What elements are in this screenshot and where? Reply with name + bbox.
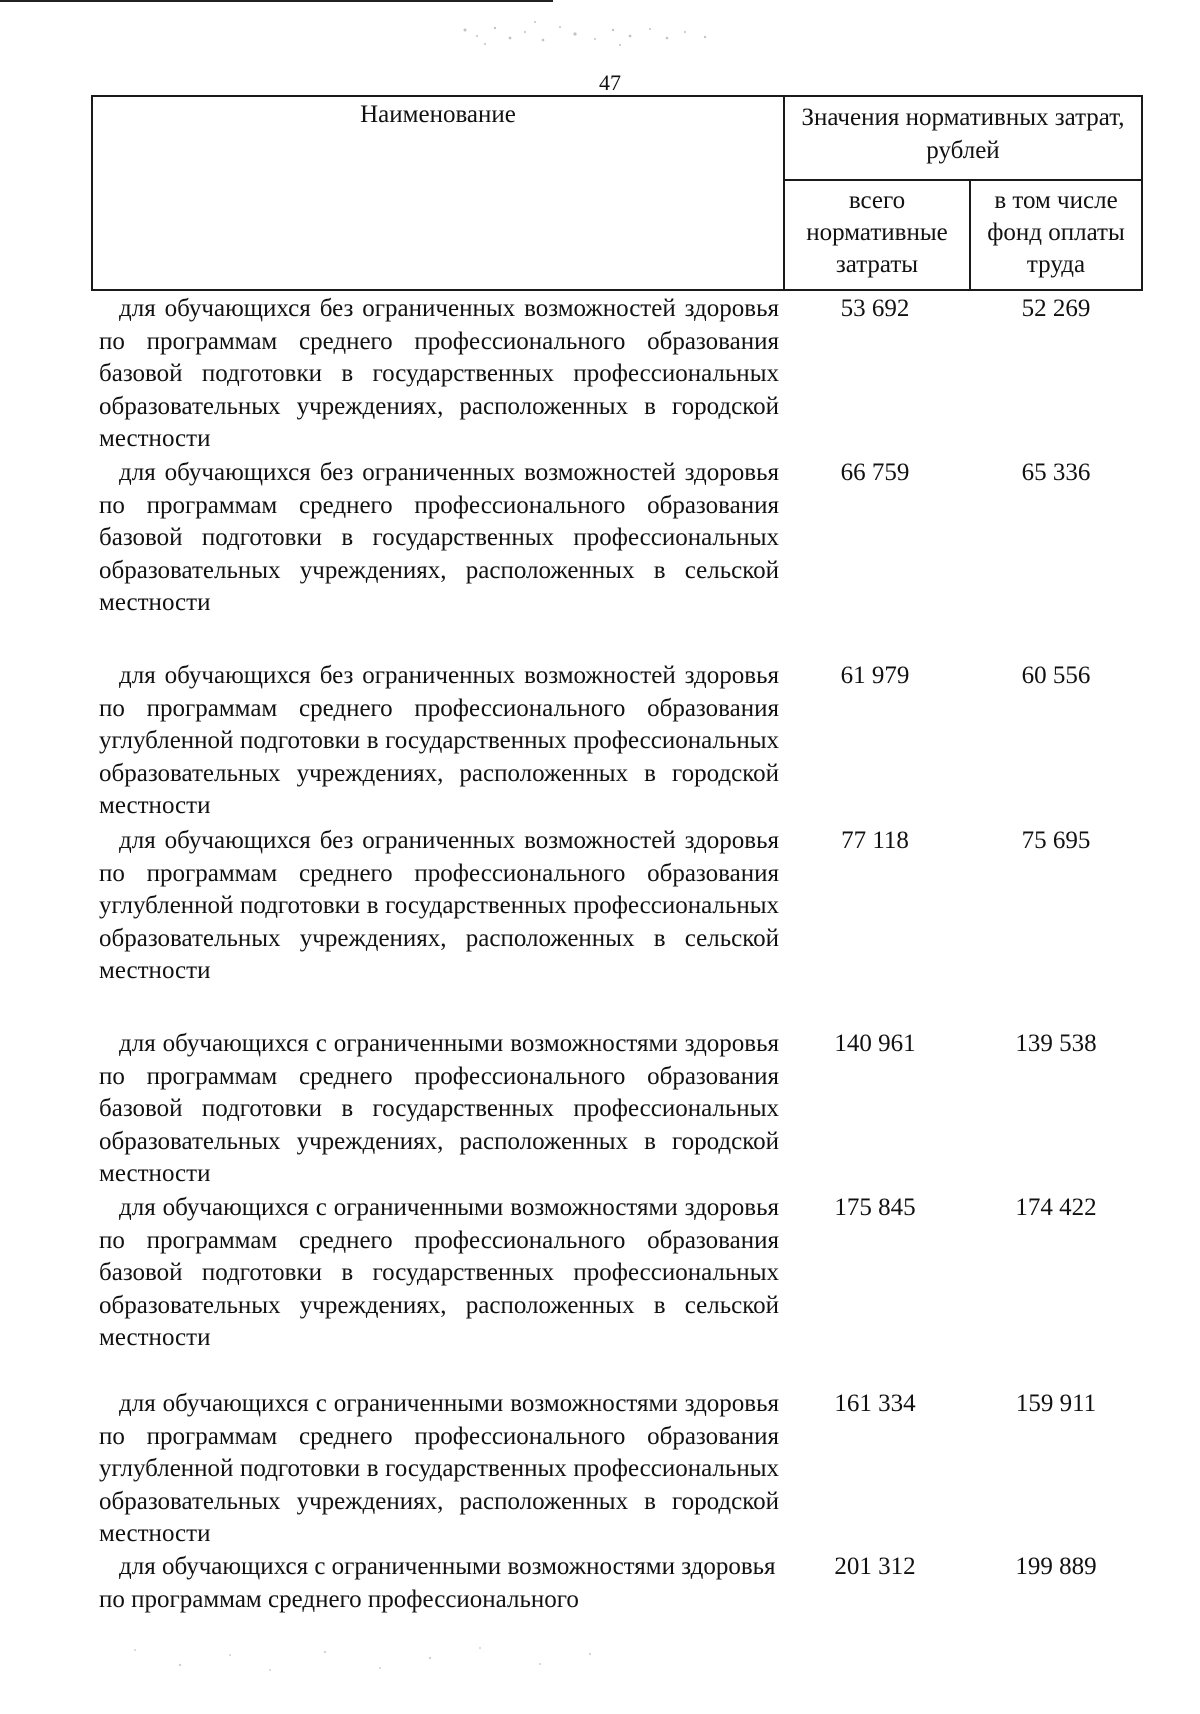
page-number: 47 [599, 70, 621, 95]
row-total-value: 161 334 [834, 1390, 916, 1417]
row-fund-value: 52 269 [1021, 295, 1091, 322]
row-description: для обучающихся с ограниченными возможностями здоровья по программам среднего профессионального образования базовой подготовки в государственных профессиональных образовательных учреждениях, расположенных в сельской местности [99, 1194, 779, 1352]
table-header [91, 95, 1143, 291]
row-total-value: 53 692 [840, 295, 910, 322]
row-total-value: 77 118 [841, 827, 909, 854]
row-fund-value: 199 889 [1015, 1553, 1097, 1580]
row-description: для обучающихся с ограниченными возможностями здоровья по программам среднего профессионального [99, 1553, 776, 1613]
row-fund-value: 65 336 [1021, 459, 1091, 486]
header-wage-fund-cell: в том числе фонд оплаты труда [987, 187, 1125, 278]
row-description: для обучающихся с ограниченными возможностями здоровья по программам среднего профессионального образования базовой подготовки в государственных профессиональных образовательных учреждениях, расположенных в городской местности [99, 1030, 779, 1188]
row-description: для обучающихся без ограниченных возможностей здоровья по программам среднего профессионального образования базовой подготовки в государственных профессиональных образовательных учреждениях, расположенных в сельской местности [99, 459, 779, 617]
row-description: для обучающихся без ограниченных возможностей здоровья по программам среднего профессионального образования углубленной подготовки в государственных профессиональных образовательных учреждениях, расположенных в сельской местности [99, 827, 779, 985]
scan-artifact-smudge [455, 18, 725, 50]
header-values-group-cell: Значения нормативных затрат, рублей [801, 104, 1125, 164]
row-fund-value: 139 538 [1015, 1030, 1097, 1057]
scan-artifact-specks [120, 1640, 620, 1680]
header-subrow-divider [783, 179, 1141, 181]
header-total-costs-cell: всего нормативные затраты [806, 187, 948, 278]
row-description: для обучающихся с ограниченными возможностями здоровья по программам среднего профессионального образования углубленной подготовки в государственных профессиональных образовательных учреждениях, расположенных в городской местности [99, 1390, 779, 1548]
row-total-value: 140 961 [834, 1030, 916, 1057]
header-name-cell: Наименование [360, 101, 516, 128]
row-total-value: 66 759 [840, 459, 910, 486]
row-description: для обучающихся без ограниченных возможностей здоровья по программам среднего профессионального образования углубленной подготовки в государственных профессиональных образовательных учреждениях, расположенных в городской местности [99, 662, 779, 820]
row-fund-value: 174 422 [1015, 1194, 1097, 1221]
row-fund-value: 60 556 [1021, 662, 1091, 689]
row-total-value: 175 845 [834, 1194, 916, 1221]
row-total-value: 201 312 [834, 1553, 916, 1580]
row-fund-value: 159 911 [1015, 1390, 1097, 1417]
row-fund-value: 75 695 [1021, 827, 1091, 854]
row-total-value: 61 979 [840, 662, 910, 689]
row-description: для обучающихся без ограниченных возможностей здоровья по программам среднего профессионального образования базовой подготовки в государственных профессиональных образовательных учреждениях, расположенных в городской местности [99, 295, 779, 453]
top-border-rule [0, 0, 553, 2]
